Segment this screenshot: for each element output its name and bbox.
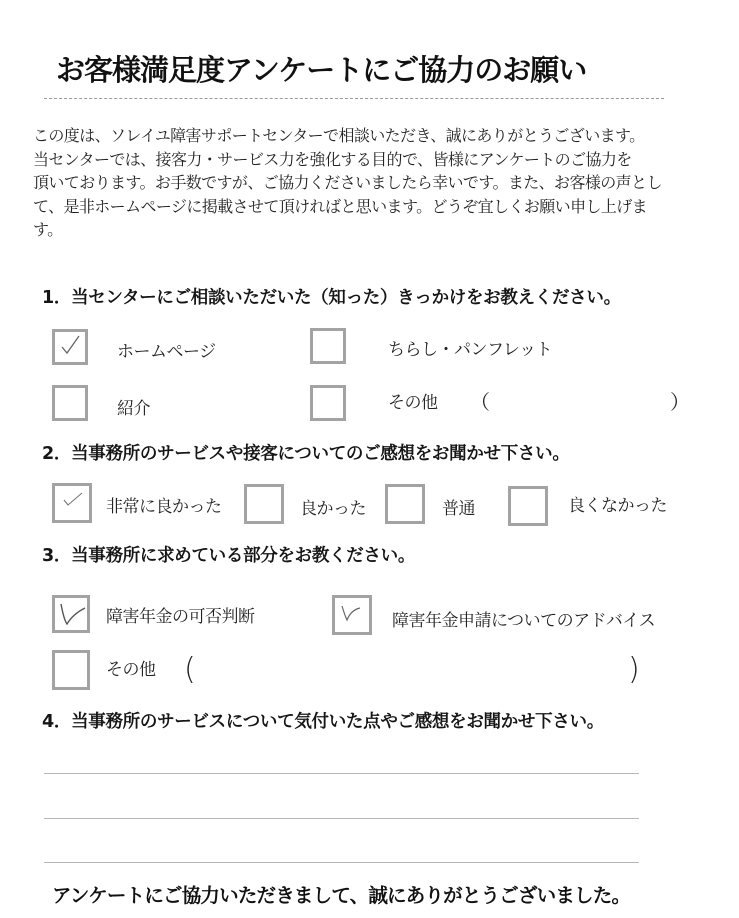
option-label: 良かった: [300, 499, 366, 519]
answer-line-3[interactable]: [44, 862, 639, 863]
intro-line: す。: [33, 220, 63, 239]
page-title: お客様満足度アンケートにご協力のお願い: [56, 53, 587, 87]
other-q1-input[interactable]: [490, 386, 675, 410]
checkbox-good[interactable]: [244, 484, 284, 524]
question-2-label: 2．当事務所のサービスや接客についてのご感想をお聞かせ下さい。: [42, 444, 570, 464]
option-label: 障害年金申請についてのアドバイス: [392, 611, 656, 631]
checkbox-very-good[interactable]: [52, 483, 92, 523]
checkbox-not-good[interactable]: [508, 486, 548, 526]
checkbox-homepage[interactable]: [52, 329, 88, 365]
option-label: 良くなかった: [568, 496, 667, 516]
paren-close: ）: [670, 390, 690, 414]
checkbox-eligibility[interactable]: [52, 595, 90, 633]
intro-line: 当センターでは、接客力・サービス力を強化する目的で、皆様にアンケートのご協力を: [33, 149, 632, 169]
intro-line: この度は、ソレイユ障害サポートセンターで相談いただき、誠にありがとうございます。: [33, 126, 645, 145]
checkbox-other-q3[interactable]: [52, 650, 90, 690]
question-4-label: 4．当事務所のサービスについて気付いた点やご感想をお聞かせ下さい。: [42, 712, 604, 732]
check-mark-icon: [55, 598, 89, 632]
thank-you-footer: アンケートにご協力いただきまして、誠にありがとうございました。: [52, 884, 631, 907]
checkbox-average[interactable]: [385, 484, 425, 524]
checkbox-referral[interactable]: [52, 385, 88, 421]
option-label: その他: [106, 660, 156, 680]
checkbox-application-advice[interactable]: [332, 595, 372, 635]
check-mark-icon: [55, 332, 85, 362]
option-label: ホームページ: [117, 342, 216, 362]
answer-line-2[interactable]: [44, 818, 639, 819]
paren-open: （: [470, 390, 490, 414]
answer-line-1[interactable]: [44, 773, 639, 774]
question-3-label: 3．当事務所に求めている部分をお教ください。: [42, 546, 416, 566]
check-mark-icon: [55, 486, 89, 520]
checkbox-other-q1[interactable]: [310, 385, 346, 421]
paren-close: ): [628, 652, 640, 687]
question-1-label: 1．当センターにご相談いただいた（知った）きっかけをお教えください。: [42, 288, 621, 308]
option-label: 紹介: [117, 399, 150, 419]
other-q3-input[interactable]: [200, 655, 620, 689]
option-label: その他: [388, 393, 438, 413]
intro-text: [33, 124, 713, 242]
intro-line: て、是非ホームページに掲載させて頂ければと思います。どうぞ宜しくお願い申し上げま: [33, 196, 648, 216]
option-label: 普通: [442, 499, 475, 519]
title-divider: [44, 98, 664, 99]
option-label: ちらし・パンフレット: [388, 340, 553, 360]
option-label: 非常に良かった: [106, 497, 222, 517]
option-label: 障害年金の可否判断: [106, 607, 255, 627]
check-mark-icon: [335, 598, 369, 632]
checkbox-flyer[interactable]: [310, 328, 346, 364]
intro-line: 頂いております。お手数ですが、ご協力くださいましたら幸いです。また、お客様の声とし: [33, 173, 662, 192]
paren-open: (: [184, 652, 196, 687]
